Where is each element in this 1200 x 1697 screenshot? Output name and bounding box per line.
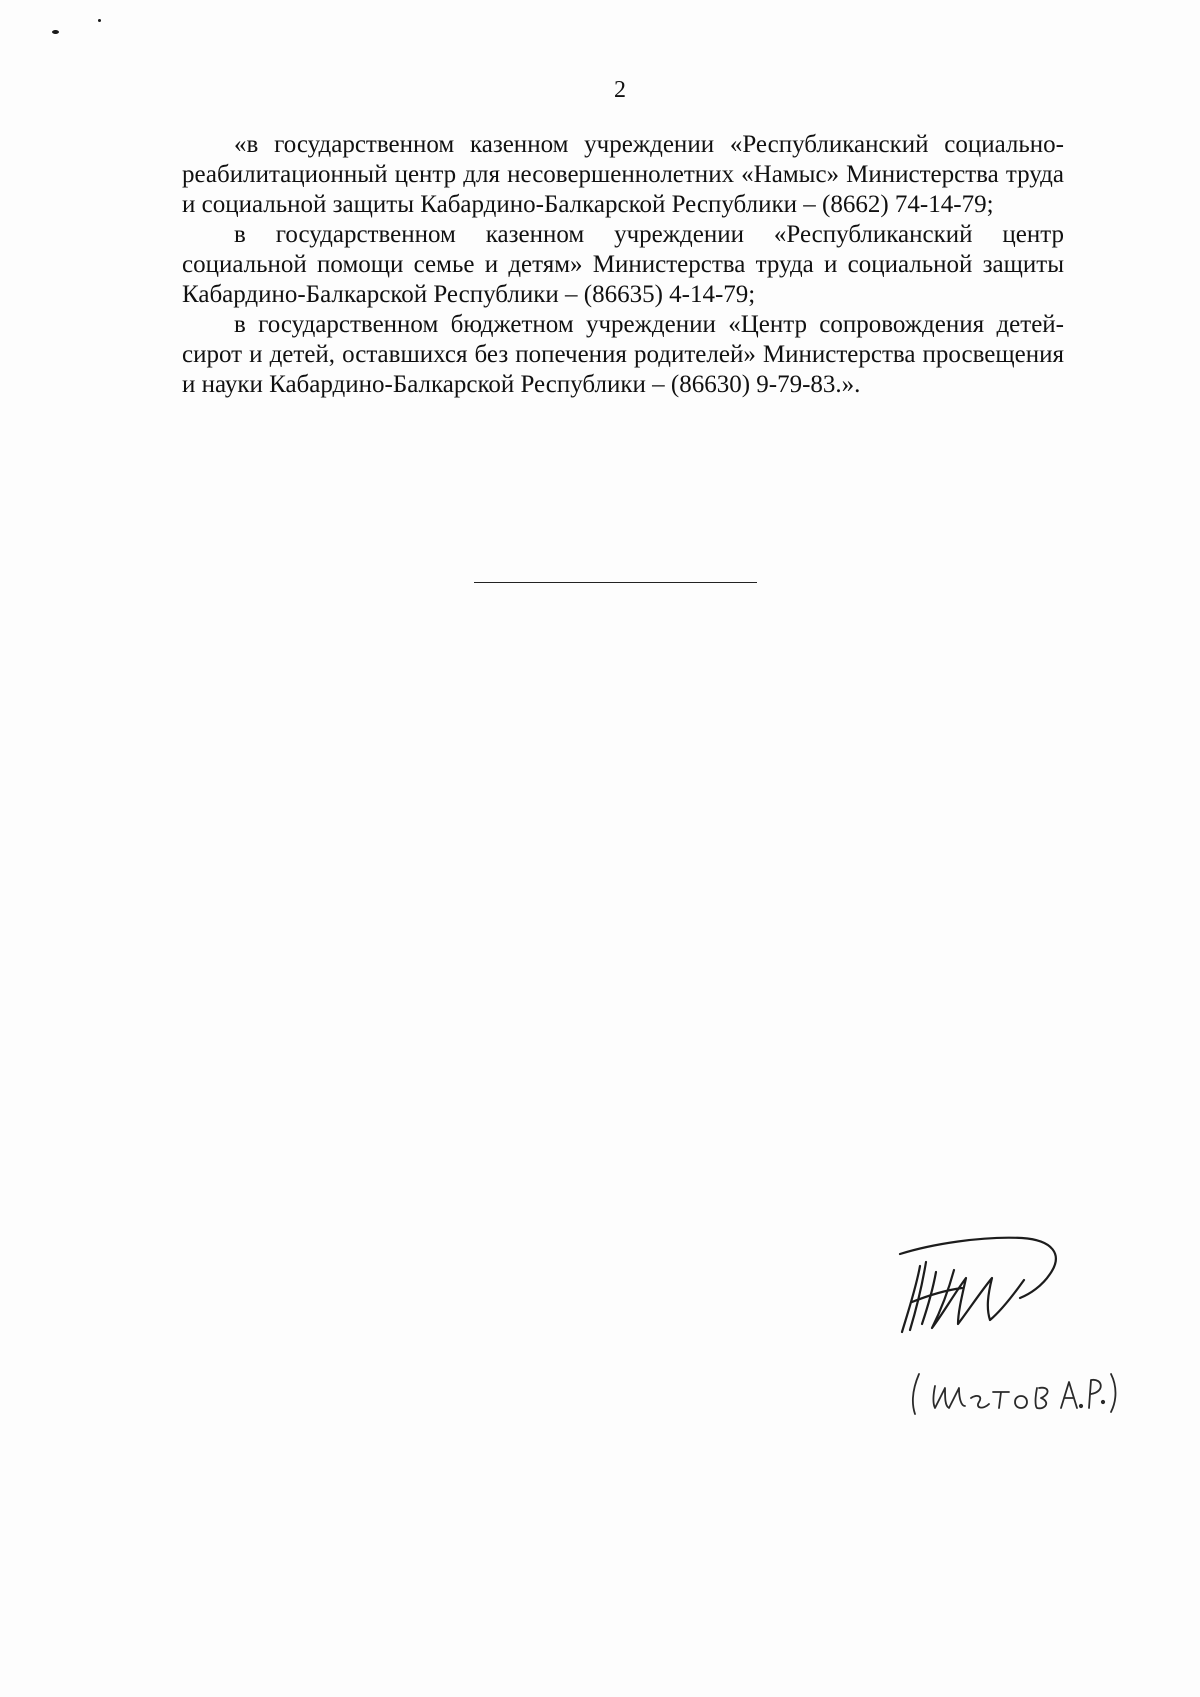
document-body [182,130,1064,400]
paragraph-orphans-support-center: в государственном бюджетном учреждении «Центр сопровождения детей-сирот и детей, оставшихся без попечения родителей» Министерства просвещения и науки Кабардино-Балкарской Республики – (86630) 9-79-83.». [182,311,1064,398]
paragraph-namys-center: «в государственном казенном учреждении «Республиканский социально-реабилитационный центр для несовершеннолетних «Намыс» Министерства труда и социальной защиты Кабардино-Балкарской Республики – (8662) 74-14-79; [182,131,1064,218]
paragraph-family-aid-center: в государственном казенном учреждении «Республиканский центр социальной помощи семье и детям» Министерства труда и социальной защиты Кабардино-Балкарской Республики – (86635) 4-14-79; [182,221,1064,308]
handwritten-name-note [905,1360,1125,1420]
closing-divider [474,582,757,583]
scan-speck [98,19,101,22]
page-number: 2 [614,77,626,103]
handwritten-signature [892,1232,1062,1342]
scan-speck [52,30,59,34]
